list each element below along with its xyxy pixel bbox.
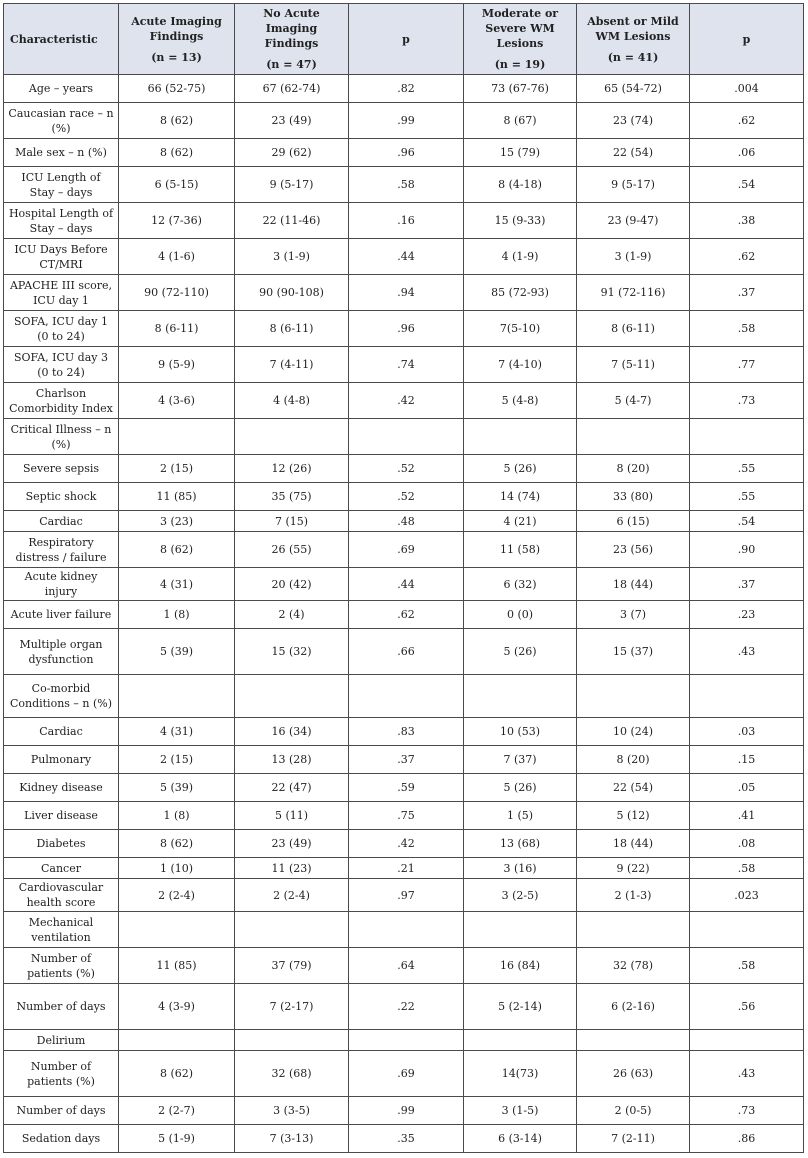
table-row	[4, 511, 804, 532]
row-value	[577, 1030, 690, 1051]
row-value: 2 (2-7)	[119, 1097, 235, 1125]
row-value: 1 (8)	[119, 601, 235, 629]
header-acute-imaging	[119, 4, 235, 75]
row-value	[349, 419, 464, 455]
row-value: .55	[690, 455, 804, 483]
table-row	[4, 948, 804, 984]
row-label: Age – years	[4, 75, 119, 103]
row-value: 6 (2-16)	[577, 984, 690, 1030]
row-value: 13 (68)	[464, 830, 577, 858]
row-value: .05	[690, 774, 804, 802]
row-value: 23 (49)	[235, 103, 349, 139]
row-value	[577, 675, 690, 718]
row-label: Multiple organ dysfunction	[4, 629, 119, 675]
row-value: 8 (6-11)	[577, 311, 690, 347]
header-acute-n: (n = 13)	[151, 50, 202, 64]
row-value: 22 (47)	[235, 774, 349, 802]
row-value: 8 (20)	[577, 455, 690, 483]
row-value: 8 (67)	[464, 103, 577, 139]
row-value: 7(5-10)	[464, 311, 577, 347]
row-value	[119, 675, 235, 718]
row-value	[577, 419, 690, 455]
table-row	[4, 629, 804, 675]
row-value: 3 (23)	[119, 511, 235, 532]
row-value: 8 (62)	[119, 139, 235, 167]
row-value: 4 (21)	[464, 511, 577, 532]
row-label: Kidney disease	[4, 774, 119, 802]
row-value: 1 (5)	[464, 802, 577, 830]
row-value: 4 (1-9)	[464, 239, 577, 275]
row-label: Diabetes	[4, 830, 119, 858]
row-value: 7 (2-17)	[235, 984, 349, 1030]
table-row	[4, 568, 804, 601]
row-value: .023	[690, 879, 804, 912]
row-value: 37 (79)	[235, 948, 349, 984]
row-value: .62	[690, 103, 804, 139]
row-value: 7 (4-11)	[235, 347, 349, 383]
row-value: .86	[690, 1125, 804, 1153]
row-label: Co-morbid Conditions – n (%)	[4, 675, 119, 718]
row-value: .15	[690, 746, 804, 774]
row-value: .43	[690, 629, 804, 675]
row-value: 12 (7-36)	[119, 203, 235, 239]
row-value: .16	[349, 203, 464, 239]
row-value: 6 (3-14)	[464, 1125, 577, 1153]
row-value: .54	[690, 511, 804, 532]
row-value: .58	[690, 311, 804, 347]
header-moderate-label: Moderate or Severe WM Lesions	[481, 7, 559, 50]
row-value: 8 (62)	[119, 532, 235, 568]
row-value	[690, 1030, 804, 1051]
table-row	[4, 383, 804, 419]
row-value: .41	[690, 802, 804, 830]
row-value: 3 (1-5)	[464, 1097, 577, 1125]
table-row	[4, 139, 804, 167]
row-value	[235, 912, 349, 948]
table-row	[4, 532, 804, 568]
row-value: .21	[349, 858, 464, 879]
table-row	[4, 75, 804, 103]
row-value: 22 (54)	[577, 139, 690, 167]
row-value: .35	[349, 1125, 464, 1153]
row-value	[464, 1030, 577, 1051]
table-row	[4, 746, 804, 774]
row-value: 29 (62)	[235, 139, 349, 167]
row-value: 65 (54-72)	[577, 75, 690, 103]
row-value: 13 (28)	[235, 746, 349, 774]
row-label: Cardiac	[4, 718, 119, 746]
row-value: .52	[349, 483, 464, 511]
row-value: 1 (10)	[119, 858, 235, 879]
row-value	[349, 912, 464, 948]
row-value: .97	[349, 879, 464, 912]
row-value: .73	[690, 1097, 804, 1125]
row-value: 8 (62)	[119, 830, 235, 858]
row-value	[349, 1030, 464, 1051]
row-label: Male sex – n (%)	[4, 139, 119, 167]
row-value: 2 (15)	[119, 746, 235, 774]
row-value: 3 (1-9)	[577, 239, 690, 275]
row-value: 8 (6-11)	[119, 311, 235, 347]
table-row	[4, 239, 804, 275]
row-value: 5 (2-14)	[464, 984, 577, 1030]
row-value: .44	[349, 239, 464, 275]
row-value: 22 (11-46)	[235, 203, 349, 239]
row-label: ICU Length of Stay – days	[4, 167, 119, 203]
row-value: .66	[349, 629, 464, 675]
row-value: 9 (5-9)	[119, 347, 235, 383]
row-value: 9 (5-17)	[235, 167, 349, 203]
header-row	[4, 4, 804, 75]
row-value: 4 (1-6)	[119, 239, 235, 275]
row-value: 23 (74)	[577, 103, 690, 139]
row-value	[349, 675, 464, 718]
row-value: 2 (2-4)	[235, 879, 349, 912]
row-value: .75	[349, 802, 464, 830]
row-value: 4 (4-8)	[235, 383, 349, 419]
row-value	[577, 912, 690, 948]
row-label: Acute liver failure	[4, 601, 119, 629]
row-value	[464, 419, 577, 455]
row-value: 1 (8)	[119, 802, 235, 830]
header-no-acute-n: (n = 47)	[266, 58, 317, 71]
table-row	[4, 1051, 804, 1097]
row-value: .37	[690, 568, 804, 601]
row-label: SOFA, ICU day 1 (0 to 24)	[4, 311, 119, 347]
row-value: 15 (32)	[235, 629, 349, 675]
row-label: APACHE III score, ICU day 1	[4, 275, 119, 311]
row-value: 66 (52-75)	[119, 75, 235, 103]
row-value: .69	[349, 1051, 464, 1097]
header-absent-n: (n = 41)	[607, 50, 659, 64]
row-value: 90 (90-108)	[235, 275, 349, 311]
row-value: .56	[690, 984, 804, 1030]
header-characteristic: Characteristic	[4, 4, 119, 75]
row-label: Cancer	[4, 858, 119, 879]
row-value: .73	[690, 383, 804, 419]
row-value: 22 (54)	[577, 774, 690, 802]
row-label: Cardiovascular health score	[4, 879, 119, 912]
row-value: 7 (37)	[464, 746, 577, 774]
header-p-wm: p	[690, 4, 804, 75]
row-label: Number of days	[4, 1097, 119, 1125]
row-value: 32 (78)	[577, 948, 690, 984]
row-label: Septic shock	[4, 483, 119, 511]
table-row	[4, 455, 804, 483]
row-label: Respiratory distress / failure	[4, 532, 119, 568]
row-value: 6 (15)	[577, 511, 690, 532]
row-value: 11 (58)	[464, 532, 577, 568]
row-value: .23	[690, 601, 804, 629]
row-value: 3 (7)	[577, 601, 690, 629]
header-absent-label: Absent or Mild WM Lesions	[587, 14, 679, 43]
row-label: Number of days	[4, 984, 119, 1030]
table-row	[4, 275, 804, 311]
row-value: 5 (26)	[464, 455, 577, 483]
row-value: 33 (80)	[577, 483, 690, 511]
row-value: 7 (3-13)	[235, 1125, 349, 1153]
row-value	[119, 419, 235, 455]
row-value: 23 (9-47)	[577, 203, 690, 239]
row-value: .44	[349, 568, 464, 601]
row-value: .52	[349, 455, 464, 483]
row-value: 2 (4)	[235, 601, 349, 629]
row-value: 9 (22)	[577, 858, 690, 879]
row-value: 6 (32)	[464, 568, 577, 601]
row-value: .96	[349, 139, 464, 167]
row-value: 16 (34)	[235, 718, 349, 746]
row-value: 5 (4-8)	[464, 383, 577, 419]
row-value: .62	[349, 601, 464, 629]
table-row	[4, 830, 804, 858]
row-label: Delirium	[4, 1030, 119, 1051]
row-value: 4 (31)	[119, 568, 235, 601]
row-label: Hospital Length of Stay – days	[4, 203, 119, 239]
row-value: .54	[690, 167, 804, 203]
row-value	[464, 675, 577, 718]
row-value: 23 (56)	[577, 532, 690, 568]
row-value: 23 (49)	[235, 830, 349, 858]
row-value: 5 (39)	[119, 629, 235, 675]
table-row	[4, 802, 804, 830]
row-value: .58	[349, 167, 464, 203]
table-row	[4, 601, 804, 629]
row-value: 4 (3-6)	[119, 383, 235, 419]
row-value: 2 (1-3)	[577, 879, 690, 912]
row-value: .42	[349, 383, 464, 419]
table-row	[4, 311, 804, 347]
row-value: 8 (4-18)	[464, 167, 577, 203]
row-label: Number of patients (%)	[4, 1051, 119, 1097]
characteristics-table	[3, 3, 804, 1153]
table-row	[4, 1097, 804, 1125]
row-value: 9 (5-17)	[577, 167, 690, 203]
row-value: 5 (26)	[464, 629, 577, 675]
row-value: 10 (53)	[464, 718, 577, 746]
row-label: Severe sepsis	[4, 455, 119, 483]
row-value	[690, 912, 804, 948]
row-value: .37	[349, 746, 464, 774]
row-value: 7 (4-10)	[464, 347, 577, 383]
header-no-acute-label: No Acute Imaging Findings	[263, 7, 320, 50]
row-value	[690, 419, 804, 455]
table-row	[4, 483, 804, 511]
row-value: 2 (2-4)	[119, 879, 235, 912]
row-label: Sedation days	[4, 1125, 119, 1153]
row-value: 0 (0)	[464, 601, 577, 629]
row-value	[464, 912, 577, 948]
row-value: .48	[349, 511, 464, 532]
row-value: 73 (67-76)	[464, 75, 577, 103]
row-value: .22	[349, 984, 464, 1030]
row-value: 67 (62-74)	[235, 75, 349, 103]
row-value	[235, 675, 349, 718]
row-value: 90 (72-110)	[119, 275, 235, 311]
row-value: 3 (2-5)	[464, 879, 577, 912]
row-value: 6 (5-15)	[119, 167, 235, 203]
row-value: 2 (15)	[119, 455, 235, 483]
row-value	[119, 912, 235, 948]
row-value: 7 (2-11)	[577, 1125, 690, 1153]
header-p-imaging: p	[349, 4, 464, 75]
table-row	[4, 984, 804, 1030]
row-value: 18 (44)	[577, 830, 690, 858]
row-label: Caucasian race – n (%)	[4, 103, 119, 139]
row-label: Acute kidney injury	[4, 568, 119, 601]
table-row	[4, 774, 804, 802]
row-label: Cardiac	[4, 511, 119, 532]
table-row	[4, 347, 804, 383]
row-value: 18 (44)	[577, 568, 690, 601]
row-label: SOFA, ICU day 3 (0 to 24)	[4, 347, 119, 383]
row-value: .83	[349, 718, 464, 746]
row-value: 5 (12)	[577, 802, 690, 830]
row-value: .58	[690, 948, 804, 984]
row-value: .55	[690, 483, 804, 511]
row-value: 7 (5-11)	[577, 347, 690, 383]
row-value: .59	[349, 774, 464, 802]
row-label: Critical Illness – n (%)	[4, 419, 119, 455]
row-value: 5 (39)	[119, 774, 235, 802]
table-row	[4, 879, 804, 912]
row-value: .42	[349, 830, 464, 858]
row-value: .62	[690, 239, 804, 275]
row-label: Liver disease	[4, 802, 119, 830]
row-value: 4 (3-9)	[119, 984, 235, 1030]
row-value: .90	[690, 532, 804, 568]
row-value: 16 (84)	[464, 948, 577, 984]
row-label: Number of patients (%)	[4, 948, 119, 984]
row-value: 20 (42)	[235, 568, 349, 601]
row-value: .004	[690, 75, 804, 103]
table-row	[4, 912, 804, 948]
row-value: 11 (85)	[119, 948, 235, 984]
row-label: Pulmonary	[4, 746, 119, 774]
row-value: 26 (55)	[235, 532, 349, 568]
row-value: 11 (23)	[235, 858, 349, 879]
table-row	[4, 858, 804, 879]
row-label: Mechanical ventilation	[4, 912, 119, 948]
row-value: 8 (6-11)	[235, 311, 349, 347]
row-value	[119, 1030, 235, 1051]
table-row	[4, 419, 804, 455]
row-label: Charlson Comorbidity Index	[4, 383, 119, 419]
row-value: 8 (62)	[119, 1051, 235, 1097]
row-value: .99	[349, 1097, 464, 1125]
row-value: 3 (16)	[464, 858, 577, 879]
row-value: .77	[690, 347, 804, 383]
row-value: 5 (26)	[464, 774, 577, 802]
header-no-acute-imaging	[235, 4, 349, 75]
row-label: ICU Days Before CT/MRI	[4, 239, 119, 275]
header-acute-label: Acute Imaging Findings	[131, 14, 222, 43]
row-value: .64	[349, 948, 464, 984]
row-value	[235, 419, 349, 455]
row-value: .74	[349, 347, 464, 383]
row-value: .37	[690, 275, 804, 311]
row-value: 32 (68)	[235, 1051, 349, 1097]
table-row	[4, 103, 804, 139]
row-value: 5 (1-9)	[119, 1125, 235, 1153]
header-moderate-n: (n = 19)	[494, 58, 546, 71]
row-value: 10 (24)	[577, 718, 690, 746]
row-value: 4 (31)	[119, 718, 235, 746]
row-value: 8 (62)	[119, 103, 235, 139]
row-value: 7 (15)	[235, 511, 349, 532]
row-value: .03	[690, 718, 804, 746]
row-value: 5 (4-7)	[577, 383, 690, 419]
row-value: 26 (63)	[577, 1051, 690, 1097]
table-row	[4, 167, 804, 203]
table-row	[4, 675, 804, 718]
table-row	[4, 203, 804, 239]
row-value: .82	[349, 75, 464, 103]
row-value: 85 (72-93)	[464, 275, 577, 311]
table-row	[4, 1125, 804, 1153]
row-value: 2 (0-5)	[577, 1097, 690, 1125]
table-row	[4, 1030, 804, 1051]
row-value: .58	[690, 858, 804, 879]
table-body	[4, 75, 804, 1153]
row-value: 15 (9-33)	[464, 203, 577, 239]
row-value	[235, 1030, 349, 1051]
row-value: 91 (72-116)	[577, 275, 690, 311]
row-value: .96	[349, 311, 464, 347]
row-value: 3 (3-5)	[235, 1097, 349, 1125]
row-value: 15 (79)	[464, 139, 577, 167]
row-value: .94	[349, 275, 464, 311]
row-value: .69	[349, 532, 464, 568]
header-moderate-wm	[464, 4, 577, 75]
row-value: .43	[690, 1051, 804, 1097]
row-value	[690, 675, 804, 718]
row-value: 14 (74)	[464, 483, 577, 511]
row-value: .38	[690, 203, 804, 239]
row-value: 3 (1-9)	[235, 239, 349, 275]
row-value: 35 (75)	[235, 483, 349, 511]
row-value: 15 (37)	[577, 629, 690, 675]
row-value: 8 (20)	[577, 746, 690, 774]
row-value: .99	[349, 103, 464, 139]
row-value: 14(73)	[464, 1051, 577, 1097]
row-value: 5 (11)	[235, 802, 349, 830]
header-absent-wm	[577, 4, 690, 75]
row-value: .06	[690, 139, 804, 167]
row-value: .08	[690, 830, 804, 858]
row-value: 12 (26)	[235, 455, 349, 483]
row-value: 11 (85)	[119, 483, 235, 511]
table-row	[4, 718, 804, 746]
